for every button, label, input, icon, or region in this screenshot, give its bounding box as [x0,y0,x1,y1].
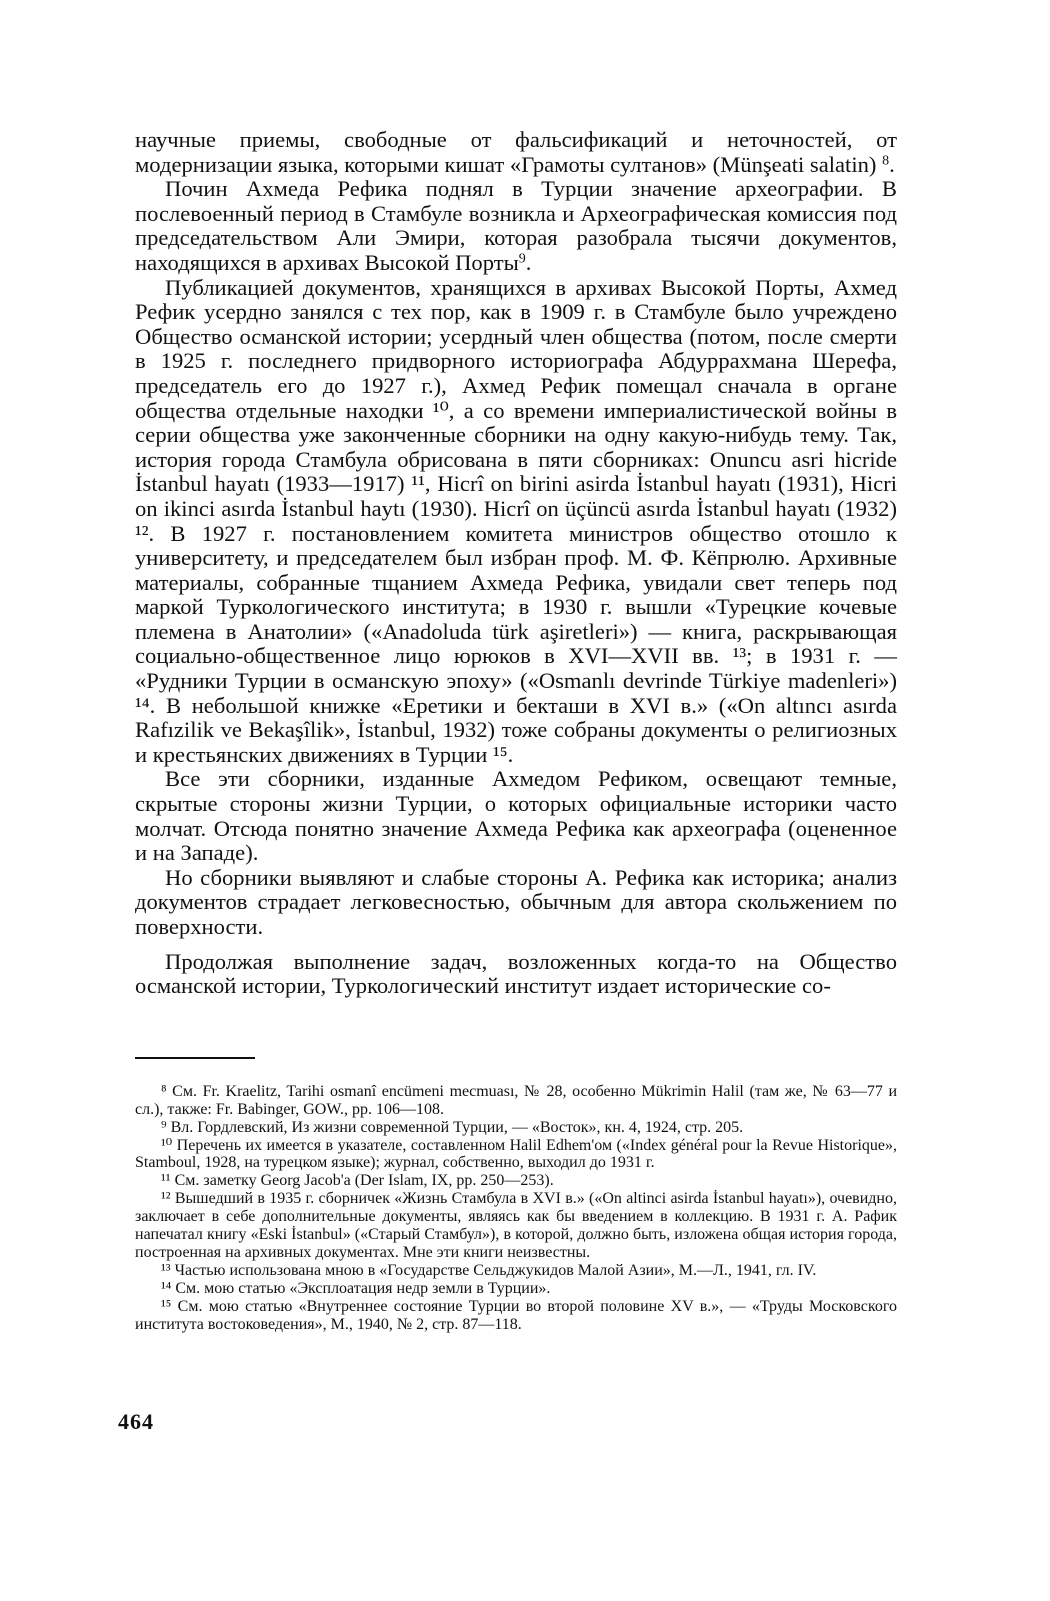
paragraph-1-text: научные приемы, свободные от фальсификаций и неточностей, от модернизации языка, которыми кишат «Грамоты султанов» (Münşeati salatin) [135,127,897,177]
paragraph-1-end: . [889,151,895,177]
paragraph-3: Публикацией документов, хранящихся в архивах Высокой Порты, Ахмед Рефик усердно занялся с тех пор, как в 1909 г. в Стамбуле было учреждено Общество османской истории; усердный член общества (потом, после смерти в 1925 г. последнего придворного историографа Абдуррахмана Шерефа, председатель его до 1927 г.), Ахмед Рефик помещал сначала в органе общества отдельные находки ¹⁰, а со времени империалистической войны в серии общества уже законченные сборники на одну какую-нибудь тему. Так, история города Стамбула обрисована в пяти сборниках: Onuncu asri hicride İstanbul hayatı (1933—1917) ¹¹, Hicrî on birini asirda İstanbul hayatı (1931), Hicri on ikinci asırda İstanbul haytı (1930). Hicrî on üçüncü asırda İstanbul hayatı (1932) ¹². В 1927 г. постановлением комитета министров общество отошло к университету, и председателем был избран проф. М. Ф. Кёпрюлю. Архивные материалы, собранные тщанием Ахмеда Рефика, увидали свет теперь под маркой Туркологического института; в 1930 г. вышли «Турецкие кочевые племена в Анатолии» («Anadoluda türk aşiretleri») — книга, раскрывающая социально-общественное лицо юрюков в XVI—XVII вв. ¹³; в 1931 г. — «Рудники Турции в османскую эпоху» («Osmanlı devrinde Türkiye madenleri») ¹⁴. В небольшой книжке «Еретики и бекташи в XVI в.» («On altıncı asırda Rafızilik ve Bekaşîlik», İstanbul, 1932) тоже собраны документы о религиозных и крестьянских движениях в Турции ¹⁵. [135,274,897,767]
body-text [135,128,897,999]
footnote-10: ¹⁰ Перечень их имеется в указателе, составленном Halil Edhem'ом («Index général pour la Revue Historique», Stamboul, 1928, на турецком языке); журнал, собственно, выходил до 1931 г. [135,1136,897,1172]
paragraph-5: Но сборники выявляют и слабые стороны А. Рефика как историка; анализ документов страдает легковесностью, обычным для автора скольжением по поверхности. [135,864,897,939]
paragraph-1 [135,128,897,177]
footnote-ref-9: 9 [518,251,526,267]
paragraph-2 [135,177,897,275]
footnote-15: ¹⁵ См. мою статью «Внутреннее состояние Турции во второй половине XV в.», — «Труды Московского института востоковедения», М., 1940, № 2, стр. 87—118. [135,1297,897,1333]
paragraph-6: Продолжая выполнение задач, возложенных когда-то на Общество османской истории, Туркологический институт издает исторические со- [135,948,897,999]
footnote-8: ⁸ См. Fr. Kraelitz, Tarihi osmanî encümeni mecmuası, № 28, особенно Mükrimin Halil (там же, № 63—77 и сл.), также: Fr. Babinger, GOW., pp. 106—108. [135,1082,897,1118]
footnote-13: ¹³ Частью использована мною в «Государстве Сельджукидов Малой Азии», М.—Л., 1941, гл. IV. [161,1261,817,1279]
footnote-11: ¹¹ См. заметку Georg Jacob'a (Der Islam, IX, pp. 250—253). [161,1172,554,1190]
footnote-12: ¹² Вышедший в 1935 г. сборничек «Жизнь Стамбула в XVI в.» («On altinci asirda İstanbul hayatı»), очевидно, заключает в себе дополнительные документы, являясь как бы введением в коллекцию. В 1931 г. А. Рафик напечатал книгу «Eski İstanbul» («Старый Стамбул»), в которой, должно быть, изложена общая история города, построенная на архивных документах. Мне эти книги неизвестны. [135,1190,897,1261]
paragraph-2-text: Почин Ахмеда Рефика поднял в Турции значение археографии. В послевоенный период в Стамбуле возникла и Археографическая комиссия под председательством Али Эмири, которая разобрала тысячи документов, находящихся в архивах Высокой Порты [135,176,897,275]
footnote-9: ⁹ Вл. Гордлевский, Из жизни современной Турции, — «Восток», кн. 4, 1924, стр. 205. [161,1118,744,1136]
footnote-divider [135,1057,255,1059]
footnote-14: ¹⁴ См. мою статью «Эксплоатация недр земли в Турции». [161,1279,551,1297]
page-content [135,128,897,1333]
paragraph-2-end: . [525,249,532,275]
footnote-ref-8: 8 [882,152,890,168]
page-number: 464 [118,1409,154,1434]
footnotes [135,1083,897,1334]
paragraph-4: Все эти сборники, изданные Ахмедом Рефиком, освещают темные, скрытые стороны жизни Турции, о которых официальные историки часто молчат. Отсюда понятно значение Ахмеда Рефика как археографа (оцененное и на Западе). [135,766,897,866]
